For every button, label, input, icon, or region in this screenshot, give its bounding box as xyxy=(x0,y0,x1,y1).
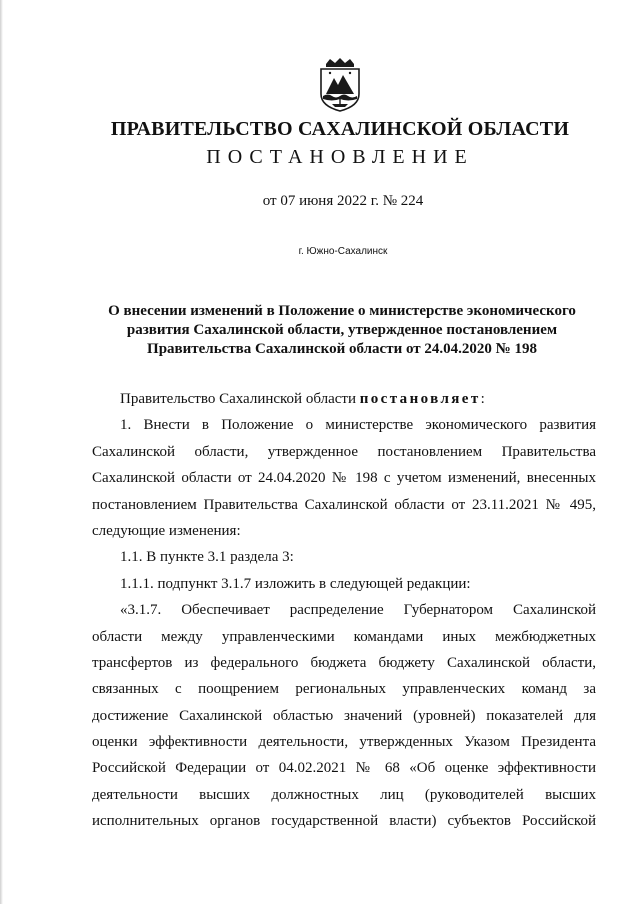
paragraph-line: Российской Федерации от 04.02.2021 № 68 «Об оценке эффективности xyxy=(92,760,596,777)
subject-line: развития Сахалинской области, утвержденное постановлением xyxy=(126,322,558,338)
document-date-number: от 07 июня 2022 г. № 224 xyxy=(262,193,424,209)
paragraph-line: Сахалинской области, утвержденное постановлением Правительства xyxy=(92,443,596,460)
decree-word: постановляет xyxy=(359,391,481,407)
paragraph-line: 1.1. В пункте 3.1 раздела 3: xyxy=(120,549,294,566)
paragraph-line: оценки эффективности деятельности, утвержденных Указом Президента xyxy=(92,734,596,751)
paragraph-line: следующие изменения: xyxy=(92,522,241,539)
coat-of-arms-icon xyxy=(318,58,362,112)
document-city: г. Южно-Сахалинск xyxy=(298,246,388,257)
subject-line: О внесении изменений в Положение о министерстве экономического xyxy=(108,303,576,319)
paragraph-line: достижение Сахалинской областью значений (уровней) показателей для xyxy=(92,707,596,724)
paragraph-line: постановлением Правительства Сахалинской области от 23.11.2021 № 495, xyxy=(92,496,596,513)
intro-paragraph xyxy=(92,386,596,412)
document-type: ПОСТАНОВЛЕНИЕ xyxy=(206,146,474,168)
paragraph-line: деятельности высших должностных лиц (руководителей высших xyxy=(92,786,596,803)
intro-colon: : xyxy=(480,391,485,407)
paragraph-line: связанных с поощрением региональных управленческих команд за xyxy=(92,681,596,698)
organization-title: ПРАВИТЕЛЬСТВО САХАЛИНСКОЙ ОБЛАСТИ xyxy=(110,118,570,140)
paragraph-line: 1. Внести в Положение о министерстве экономического развития xyxy=(120,417,596,434)
paragraph-line: «3.1.7. Обеспечивает распределение Губернатором Сахалинской xyxy=(120,602,596,619)
paragraph-line: Сахалинской области от 24.04.2020 № 198 с учетом изменений, внесенных xyxy=(92,470,596,487)
paragraph-line: 1.1.1. подпункт 3.1.7 изложить в следующей редакции: xyxy=(120,575,471,592)
paragraph-line: трансфертов из федерального бюджета бюджету Сахалинской области, xyxy=(92,654,596,671)
document-subject xyxy=(95,302,589,359)
paragraph-line: исполнительных органов государственной власти) субъектов Российской xyxy=(92,813,596,830)
document-body xyxy=(92,386,596,835)
subject-line: Правительства Сахалинской области от 24.04.2020 № 198 xyxy=(147,341,537,357)
paragraph-line: области между управленческими командами иных межбюджетных xyxy=(92,628,596,645)
intro-text: Правительство Сахалинской области xyxy=(120,391,360,407)
